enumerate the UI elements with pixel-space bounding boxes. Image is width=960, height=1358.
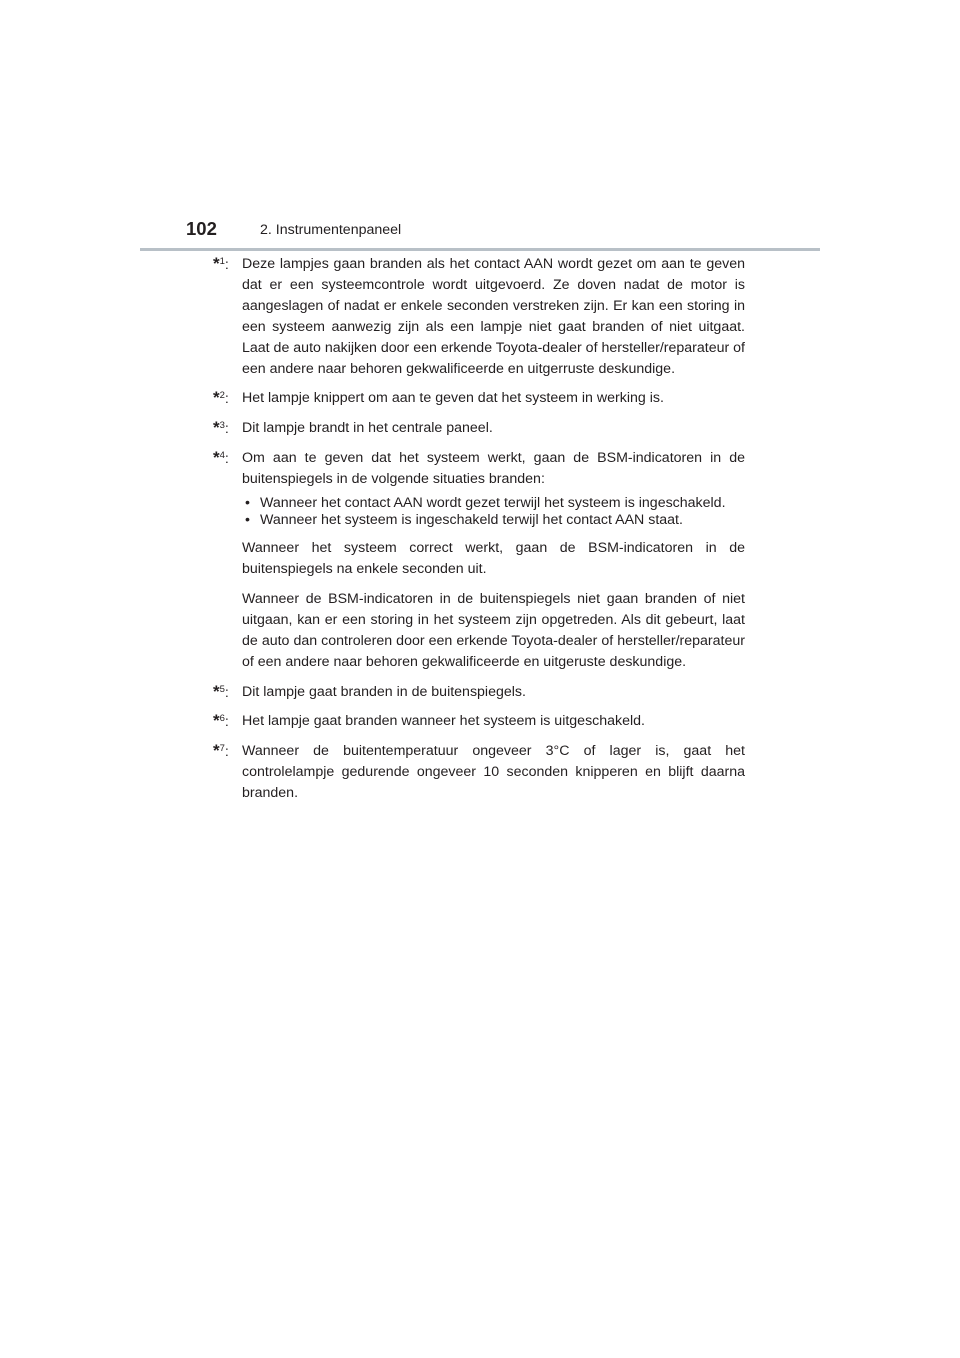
footnote-marker: *$^4$: xyxy=(213,448,229,468)
footnote-5 xyxy=(213,682,745,703)
footnote-3 xyxy=(213,418,745,439)
footnote-text: Om aan te geven dat het systeem werkt, gaan de BSM-indicatoren in de buitenspiegels in de volgende situaties branden: xyxy=(242,450,745,488)
page-header xyxy=(140,214,820,251)
footnote-marker: *$^7$: xyxy=(213,741,229,761)
footnote-1 xyxy=(213,254,745,379)
footnote-marker: *$^1$: xyxy=(213,254,229,273)
footnote-marker: *$^3$: xyxy=(213,418,229,438)
footnote-marker: *$^2$: xyxy=(213,388,229,408)
bullet-list xyxy=(242,495,745,529)
footnote-7 xyxy=(213,741,745,804)
section-title: 2. Instrumentenpaneel xyxy=(260,222,402,238)
footnote-4 xyxy=(213,448,745,672)
footnotes-list xyxy=(213,254,745,813)
footnote-2 xyxy=(213,388,745,409)
list-item: • Wanneer het systeem is ingeschakeld terwijl het contact AAN staat. xyxy=(245,512,683,529)
footnote-text: Deze lampjes gaan branden als het contact AAN wordt gezet om aan te geven dat er een systeemcontrole wordt uitgevoerd. Ze doven nadat de motor is aangeslagen of nadat er enkele seconden verstreken zijn. Er kan een storing in een systeem aanwezig zijn als een lampje niet gaat branden of niet uitgaat. Laat de auto nakijken door een erkende Toyota-dealer of hersteller/reparateur of een andere naar behoren gekwalificeerde en uitgerruste deskundige. xyxy=(242,256,745,377)
footnote-marker: *$^5$: xyxy=(213,681,229,701)
page-number: 102 xyxy=(186,218,217,239)
footnote-paragraph: Wanneer de BSM-indicatoren in de buitenspiegels niet gaan branden of niet uitgaan, kan er een storing in het systeem zijn opgetreden. Als dit gebeurt, laat de auto dan controleren door een erkende Toyota-dealer of hersteller/reparateur of een andere naar behoren gekwalificeerde en uitgeruste deskundige. xyxy=(242,590,745,670)
footnote-text: Dit lampje gaat branden in de buitenspiegels. xyxy=(242,683,526,700)
footnote-text: Het lampje knippert om aan te geven dat het systeem in werking is. xyxy=(242,390,664,407)
footnote-text: Wanneer de buitentemperatuur ongeveer 3°C of lager is, gaat het controlelampje gedurende ongeveer 10 seconden knipperen en blijft daarna branden. xyxy=(242,743,745,802)
footnote-paragraph: Wanneer het systeem correct werkt, gaan de BSM-indicatoren in de buitenspiegels na enkele seconden uit. xyxy=(242,540,745,577)
footnote-marker: *$^6$: xyxy=(213,711,229,731)
footnote-text: Het lampje gaat branden wanneer het systeem is uitgeschakeld. xyxy=(242,713,645,730)
footnote-6 xyxy=(213,711,745,732)
footnote-text: Dit lampje brandt in het centrale paneel. xyxy=(242,420,493,437)
list-item: • Wanneer het contact AAN wordt gezet terwijl het systeem is ingeschakeld. xyxy=(245,495,726,512)
